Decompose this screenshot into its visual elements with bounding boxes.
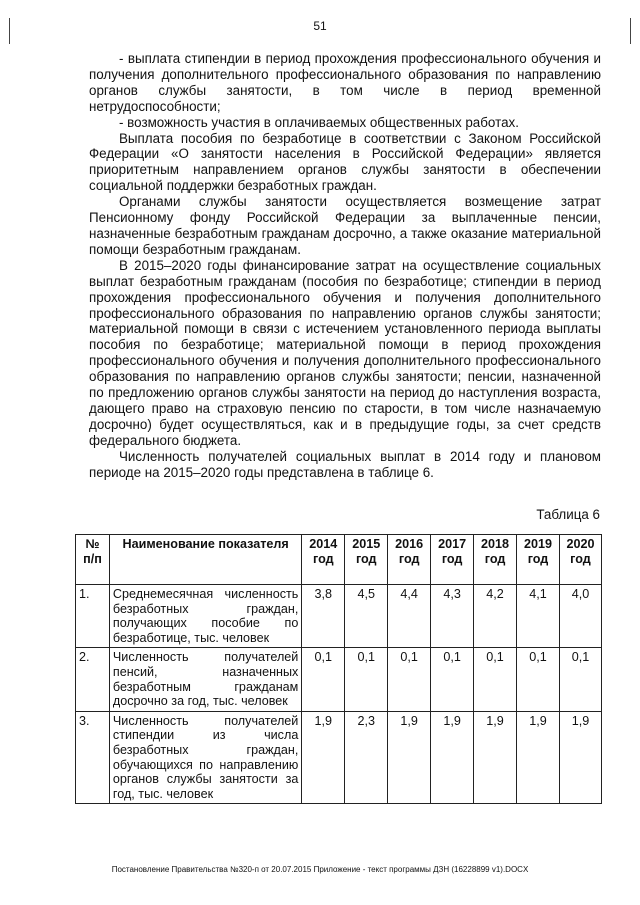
table-header-row [76, 535, 602, 585]
paragraph-unemployment-benefit: Выплата пособия по безработице в соответствии с Законом Российской Федерации «О занятости населения в Российской Федерации» является приоритетным направлением органов службы занятости в обеспечении социальной поддержки безработных граждан. [89, 130, 601, 194]
paragraph-table-intro: Численность получателей социальных выплат в 2014 году и плановом периоде на 2015–2020 годы представлена в таблице 6. [89, 448, 601, 480]
row-name: Среднемесячная численность безработных граждан, получающих пособие по безработице, тыс. человек [109, 585, 301, 648]
document-footer: Постановление Правительства №320-п от 20.07.2015 Приложение - текст программы ДЗН (16228899 v1).DOCX [111, 865, 529, 874]
value-2019: 4,1 [517, 585, 560, 648]
value-2017: 4,3 [431, 585, 474, 648]
row-index: 3. [76, 711, 110, 804]
value-2016: 0,1 [388, 648, 431, 711]
value-2017: 0,1 [431, 648, 474, 711]
row-name: Численность получателей стипендии из числа безработных граждан, обучающихся по направлению органов службы занятости за год, тыс. человек [109, 711, 301, 804]
value-2020: 0,1 [559, 648, 601, 711]
table-row [76, 585, 602, 648]
page-number: 51 [313, 19, 327, 33]
value-2015: 2,3 [345, 711, 388, 804]
value-2014: 3,8 [302, 585, 345, 648]
header-year-2017: 2017 год [431, 535, 474, 585]
value-2020: 1,9 [559, 711, 601, 804]
value-2018: 4,2 [474, 585, 517, 648]
header-year-2020: 2020 год [559, 535, 601, 585]
header-year-2018: 2018 год [474, 535, 517, 585]
value-2017: 1,9 [431, 711, 474, 804]
value-2014: 1,9 [302, 711, 345, 804]
paragraph-financing: В 2015–2020 годы финансирование затрат на осуществление социальных выплат безработным гражданам (пособия по безработице; стипендии в период прохождения профессионального обучения и получения дополнительного профессионального образования по направлению органов службы занятости; материальной помощи в связи с истечением установленного периода выплаты пособия по безработице; материальной помощи в период прохождения профессионального обучения и получения дополнительного профессионального образования по направлению органов службы занятости; пенсии, назначенной по предложению органов службы занятости на период до наступления возраста, дающего право на страховую пенсию по старости, в том числе назначаемую досрочно) будет осуществляться, как и в предыдущие годы, за счет средств федерального бюджета. [89, 257, 601, 448]
table-label: Таблица 6 [536, 507, 600, 522]
header-year-2019: 2019 год [517, 535, 560, 585]
body-text [89, 51, 601, 480]
value-2018: 0,1 [474, 648, 517, 711]
header-index: № п/п [76, 535, 110, 585]
paragraph-public-works: - возможность участия в оплачиваемых общественных работах. [119, 114, 519, 130]
table-row [76, 711, 602, 804]
table-row [76, 648, 602, 711]
header-year-2016: 2016 год [388, 535, 431, 585]
row-index: 1. [76, 585, 110, 648]
header-year-2014: 2014 год [302, 535, 345, 585]
row-index: 2. [76, 648, 110, 711]
value-2018: 1,9 [474, 711, 517, 804]
paragraph-stipend: - выплата стипендии в период прохождения профессионального обучения и получения дополнительного профессионального образования по направлению органов службы занятости, в том числе в период временной нетрудоспособности; [89, 51, 601, 114]
header-year-2015: 2015 год [345, 535, 388, 585]
recipients-table [75, 534, 602, 804]
paragraph-pension-reimbursement: Органами службы занятости осуществляется возмещение затрат Пенсионному фонду Российской Федерации за выплаченные пенсии, назначенные безработным гражданам досрочно, а также оказание материальной помощи безработным гражданам. [89, 194, 601, 257]
value-2020: 4,0 [559, 585, 601, 648]
value-2015: 4,5 [345, 585, 388, 648]
header-name: Наименование показателя [109, 535, 301, 585]
value-2019: 1,9 [517, 711, 560, 804]
value-2014: 0,1 [302, 648, 345, 711]
row-name: Численность получателей пенсий, назначенных безработным гражданам досрочно за год, тыс. человек [109, 648, 301, 711]
value-2019: 0,1 [517, 648, 560, 711]
value-2016: 4,4 [388, 585, 431, 648]
value-2015: 0,1 [345, 648, 388, 711]
value-2016: 1,9 [388, 711, 431, 804]
